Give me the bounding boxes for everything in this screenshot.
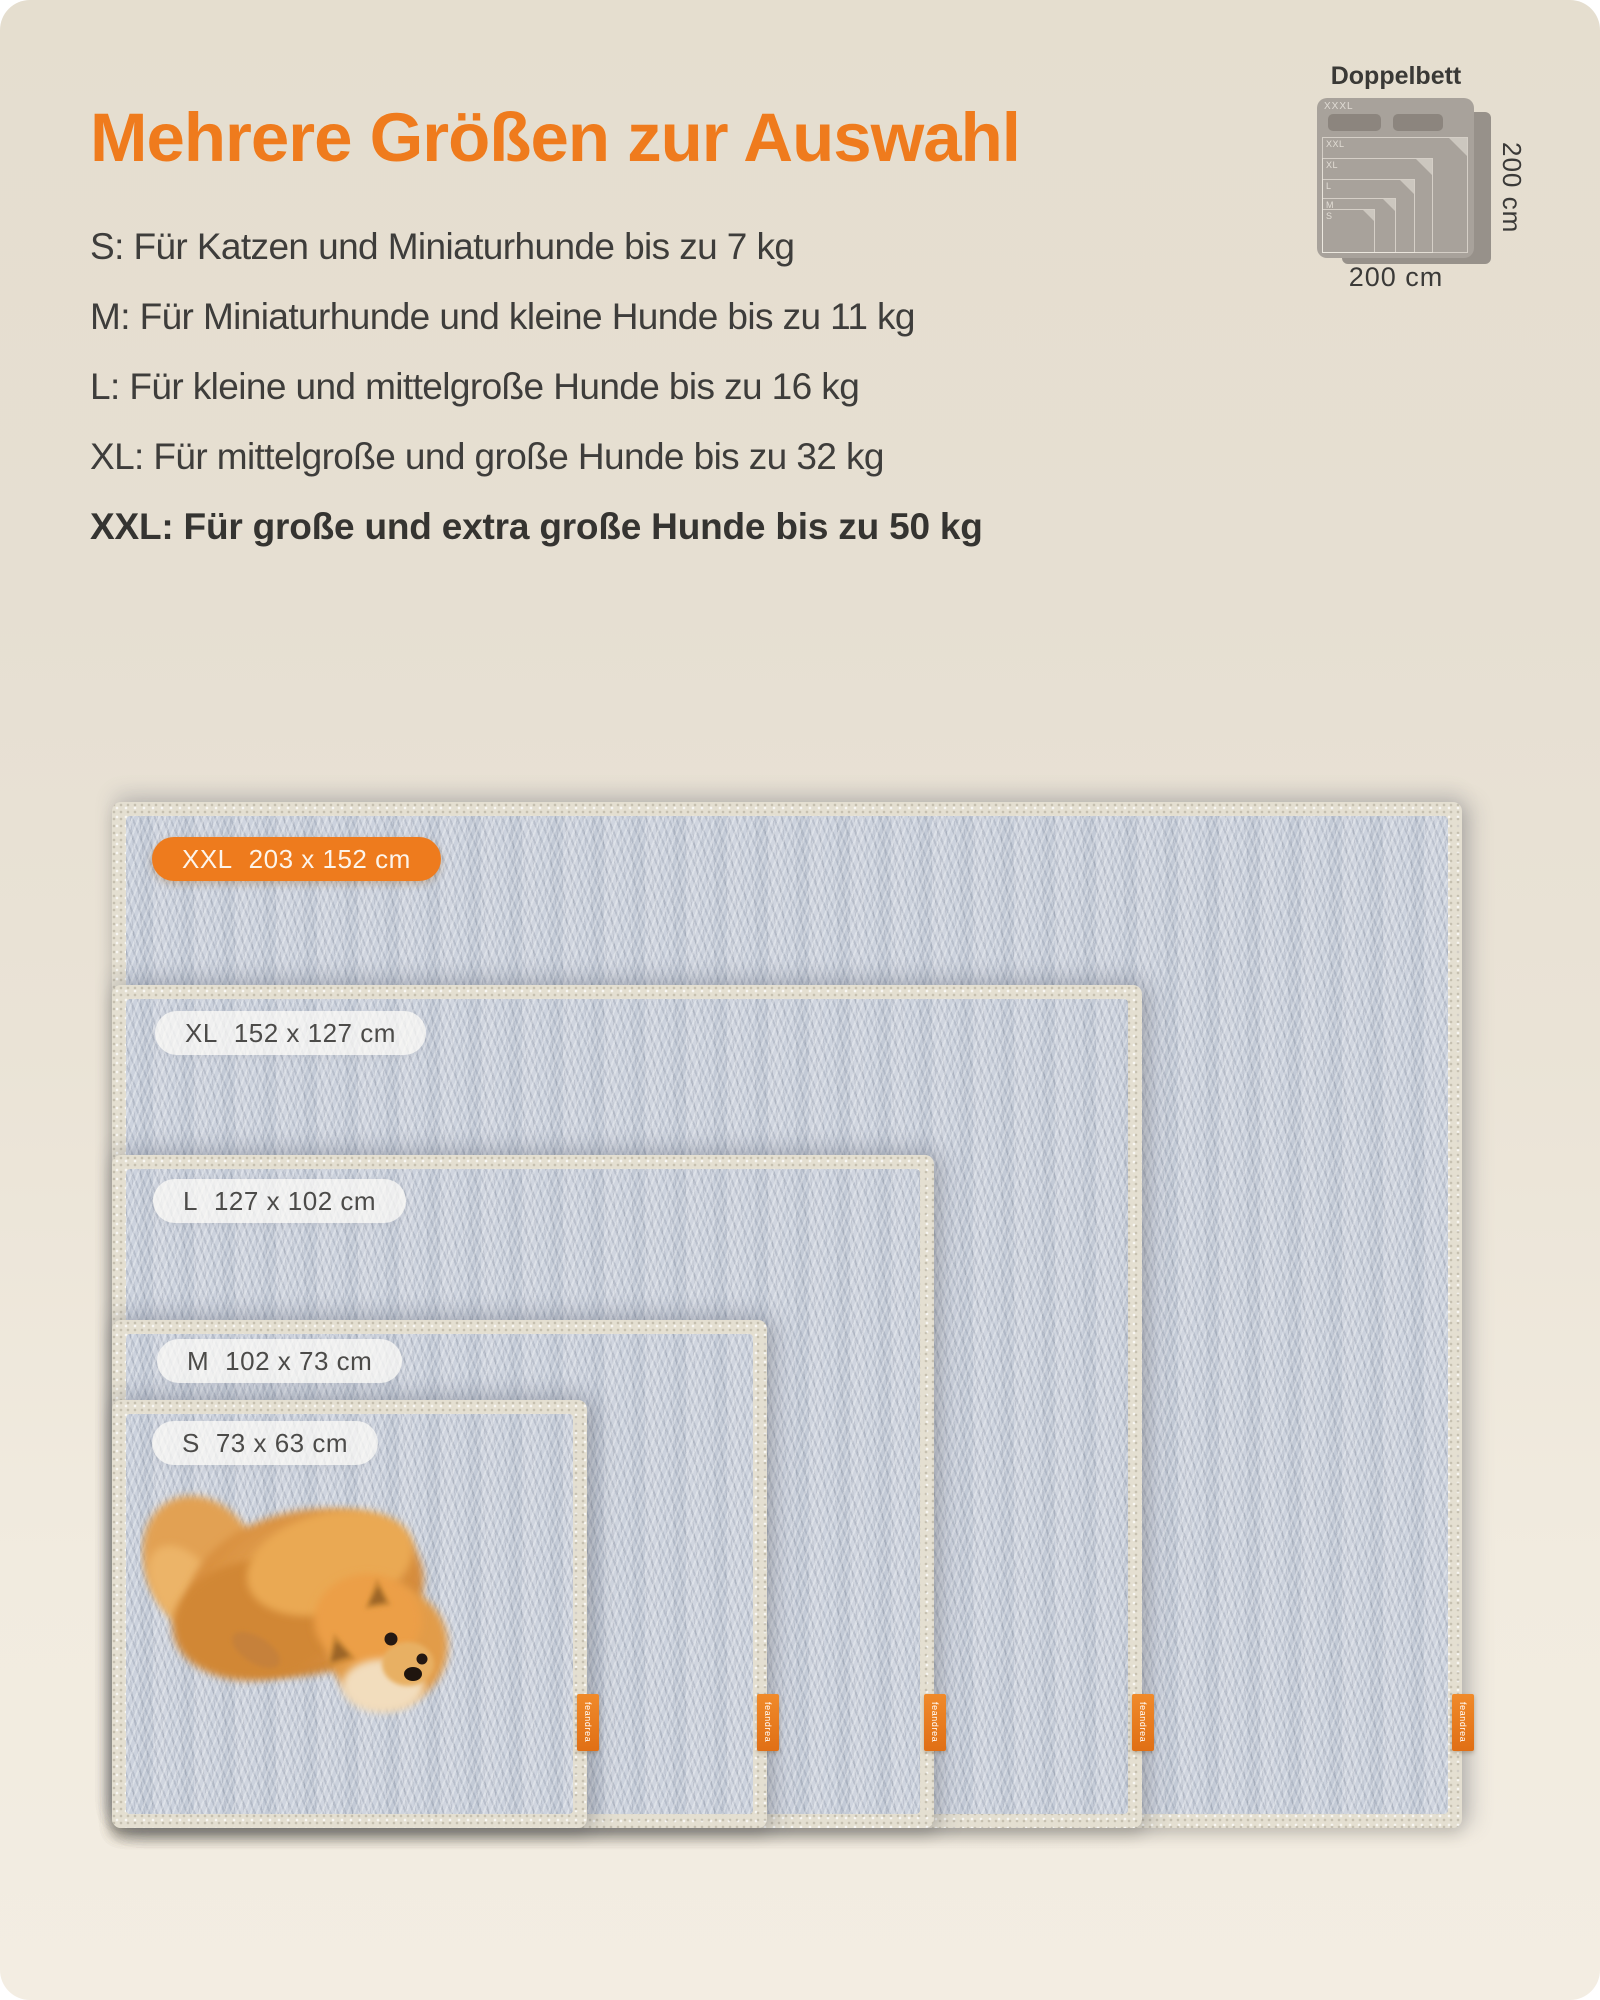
- bed-width-label: 200 cm: [1348, 262, 1444, 292]
- page-title: Mehrere Größen zur Auswahl: [90, 99, 1020, 176]
- double-bed-diagram: [1317, 98, 1474, 258]
- brand-tag-label: feandrea: [583, 1702, 593, 1743]
- size-pill-dims: 127 x 102 cm: [213, 1185, 377, 1216]
- brand-tag-label: feandrea: [763, 1702, 773, 1743]
- dog-photo: [140, 1478, 455, 1763]
- size-pill-dims: 152 x 127 cm: [233, 1017, 396, 1048]
- fold-corner-icon: [1449, 138, 1467, 156]
- pillow-icon: [1393, 114, 1443, 131]
- bed-size-label: XXL: [1326, 139, 1345, 149]
- size-line-m: M: Für Miniaturhunde und kleine Hunde bis zu 11 kg: [90, 296, 915, 337]
- brand-tag-label: feandrea: [930, 1702, 940, 1743]
- brand-tag: [577, 1694, 599, 1751]
- size-description-list: [90, 212, 983, 562]
- size-pill-m: [157, 1339, 402, 1383]
- bed-diagram-title: Doppelbett: [1330, 62, 1462, 90]
- size-pill-label: XL: [185, 1017, 218, 1048]
- size-pill-label: S: [182, 1427, 200, 1458]
- size-line-s: S: Für Katzen und Miniaturhunde bis zu 7 kg: [90, 226, 795, 267]
- size-line-xxl: XXL: Für große und extra große Hunde bis zu 50 kg: [90, 506, 983, 547]
- bed-size-label: M: [1326, 200, 1334, 210]
- bed-size-rect-s: [1322, 209, 1375, 253]
- size-pill-label: M: [187, 1345, 210, 1376]
- size-line-l: L: Für kleine und mittelgroße Hunde bis zu 16 kg: [90, 366, 860, 407]
- size-pill-label: L: [183, 1185, 198, 1216]
- size-pill-s: [152, 1421, 378, 1465]
- size-pill-label: XXL: [182, 843, 233, 874]
- brand-tag-label: feandrea: [1458, 1702, 1468, 1743]
- size-pill-xxl: [152, 837, 441, 881]
- bed-size-label: S: [1326, 211, 1333, 221]
- bed-corner-size-label: XXXL: [1324, 101, 1354, 112]
- bed-size-label: XL: [1326, 160, 1339, 170]
- fold-corner-icon: [1363, 210, 1374, 221]
- brand-tag: [924, 1694, 946, 1751]
- brand-tag: [1452, 1694, 1474, 1751]
- bed-size-label: L: [1326, 181, 1332, 191]
- fold-corner-icon: [1383, 199, 1395, 211]
- bed-height-label: 200 cm: [1497, 142, 1527, 234]
- size-pill-dims: 203 x 152 cm: [248, 843, 411, 874]
- size-pill-dims: 73 x 63 cm: [215, 1427, 349, 1458]
- size-pill-xl: [155, 1011, 426, 1055]
- pillow-icon: [1328, 114, 1381, 131]
- size-pill-dims: 102 x 73 cm: [225, 1345, 373, 1376]
- brand-tag-label: feandrea: [1138, 1702, 1148, 1743]
- size-line-xl: XL: Für mittelgroße und große Hunde bis zu 32 kg: [90, 436, 884, 477]
- brand-tag: [757, 1694, 779, 1751]
- size-pill-l: [153, 1179, 406, 1223]
- fold-corner-icon: [1416, 159, 1432, 175]
- fold-corner-icon: [1400, 180, 1414, 194]
- brand-tag: [1132, 1694, 1154, 1751]
